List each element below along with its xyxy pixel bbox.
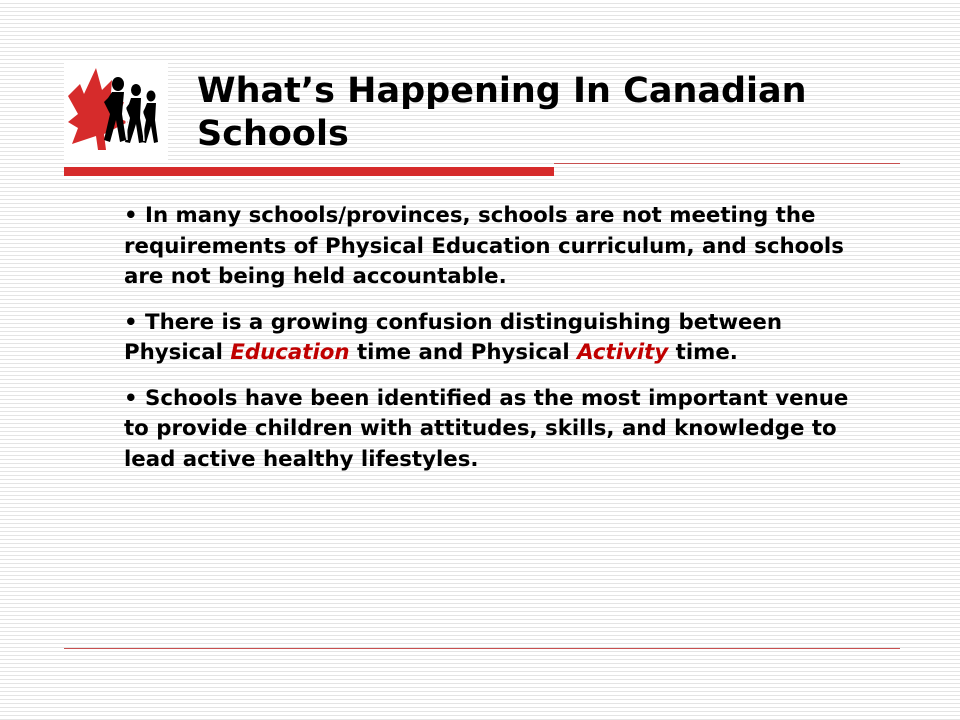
footer-divider	[64, 648, 900, 649]
bullet-item	[124, 308, 854, 369]
slide-title-line-2: Schools	[197, 114, 349, 154]
maple-leaf-figures-logo-icon	[64, 62, 168, 160]
bullet-item	[124, 384, 854, 476]
slide-title-line-1: What’s Happening In Canadian	[197, 71, 807, 111]
bullet-marker: •	[124, 385, 138, 411]
bullet-text-before: There is a growing confusion distinguishing between Physical	[124, 309, 783, 365]
bullet-list	[124, 201, 854, 490]
bullet-marker: •	[124, 309, 138, 335]
highlight-activity: Activity	[577, 340, 669, 365]
title-divider-thin	[554, 163, 900, 164]
bullet-text-after: time.	[668, 340, 738, 365]
bullet-marker: •	[124, 203, 138, 228]
bullet-text-middle: time and Physical	[349, 340, 578, 365]
highlight-education: Education	[230, 340, 350, 365]
slide-title	[197, 70, 897, 156]
title-divider-red	[64, 167, 554, 176]
bullet-text: In many schools/provinces, schools are not meeting the requirements of Physical Education curriculum, and schools are not being held accountable.	[124, 203, 844, 289]
bullet-text: Schools have been identified as the most important venue to provide children with attitudes, skills, and knowledge to lead active healthy lifestyles.	[124, 385, 849, 472]
bullet-item	[124, 201, 854, 293]
